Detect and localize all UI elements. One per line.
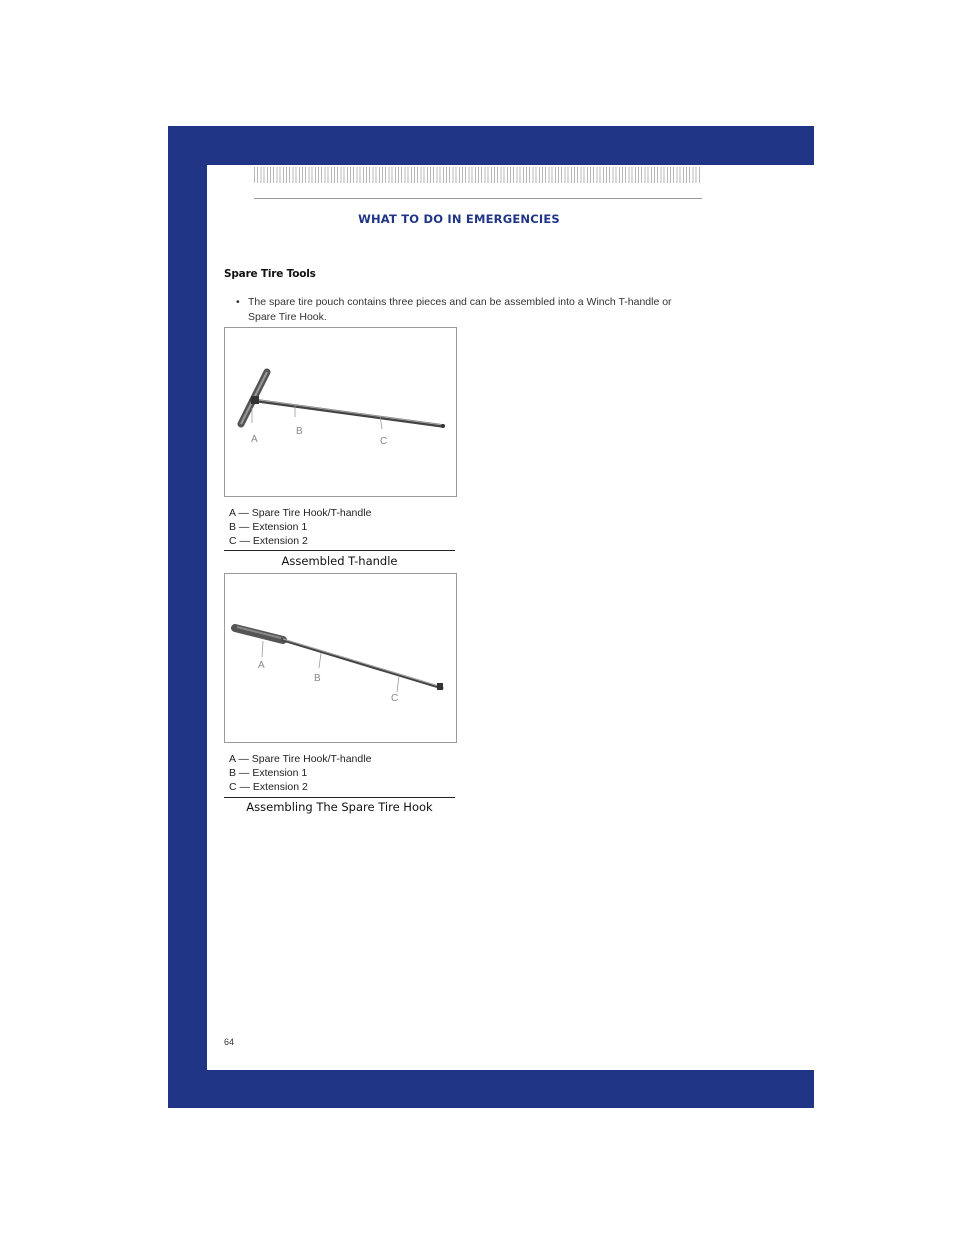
t-handle-illustration (225, 328, 456, 496)
figure-2-legend (229, 752, 371, 794)
legend-item-a: A — Spare Tire Hook/T-handle (229, 753, 372, 765)
caption-rule (224, 550, 455, 551)
label-a: A (251, 434, 258, 445)
figure-1-caption: Assembled T-handle (281, 554, 398, 568)
hook-head (235, 627, 283, 640)
figure-assembled-t-handle (224, 327, 457, 497)
header-tick-rule (254, 167, 702, 183)
label-c: C (391, 693, 399, 704)
label-c: C (380, 436, 388, 447)
legend-item-c: C — Extension 2 (229, 781, 308, 793)
legend-item-c: C — Extension 2 (229, 535, 308, 547)
legend-item-a: A — Spare Tire Hook/T-handle (229, 507, 372, 519)
legend-item-b: B — Extension 1 (229, 521, 308, 533)
t-handle-shaft (251, 396, 445, 428)
hook-shaft (283, 639, 443, 690)
figure-1-legend (229, 506, 371, 548)
label-b: B (296, 426, 303, 437)
bullet-text: The spare tire pouch contains three pieces and can be assembled into a Winch T-handle or Spare Tire Hook. (248, 296, 672, 323)
spare-tire-hook-illustration (225, 574, 456, 742)
label-b: B (314, 673, 321, 684)
page-number: 64 (224, 1037, 235, 1047)
bullet-dot: • (236, 296, 240, 308)
section-title: WHAT TO DO IN EMERGENCIES (358, 212, 560, 226)
subheading: Spare Tire Tools (224, 268, 316, 280)
header-divider (254, 198, 702, 199)
caption-rule (224, 797, 455, 798)
figure-spare-tire-hook (224, 573, 457, 743)
label-a: A (258, 660, 265, 671)
legend-item-b: B — Extension 1 (229, 767, 308, 779)
figure-2-caption: Assembling The Spare Tire Hook (246, 800, 433, 814)
